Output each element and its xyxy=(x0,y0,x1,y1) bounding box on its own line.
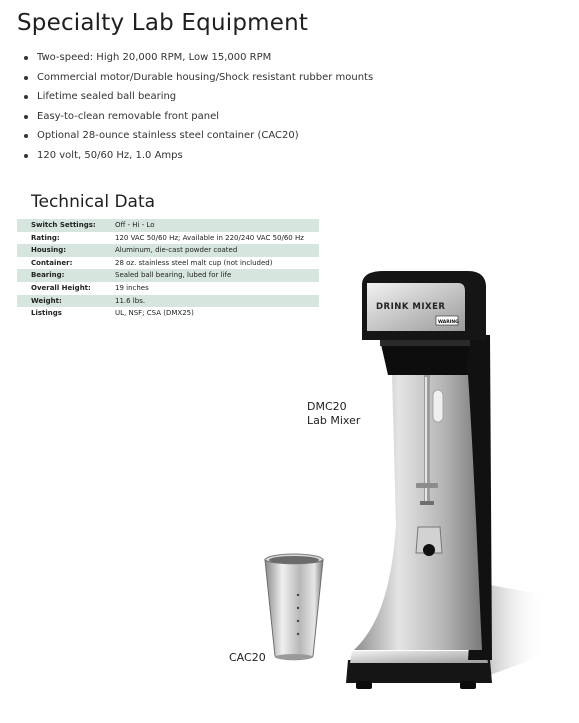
feature-list xyxy=(17,48,373,166)
feature-item: Two-speed: High 20,000 RPM, Low 15,000 RPM xyxy=(17,48,373,68)
mixer-name: Lab Mixer xyxy=(307,414,361,427)
spec-label: Switch Settings: xyxy=(31,221,96,229)
mixer-model: DMC20 xyxy=(307,400,347,413)
spec-value: Sealed ball bearing, lubed for life xyxy=(115,271,232,280)
spec-value: Aluminum, die-cast powder coated xyxy=(115,246,238,255)
spec-value: 28 oz. stainless steel malt cup (not included) xyxy=(115,258,273,267)
table-row xyxy=(17,244,319,257)
table-row xyxy=(17,295,319,308)
brand-logo: WARING xyxy=(438,320,459,325)
spec-value: 19 inches xyxy=(115,283,149,292)
feature-item: Easy-to-clean removable front panel xyxy=(17,107,373,127)
malt-cup-image xyxy=(258,548,330,668)
table-row xyxy=(17,269,319,282)
spec-value: 120 VAC 50/60 Hz; Available in 220/240 VAC 50/60 Hz xyxy=(115,233,304,242)
feature-item: Commercial motor/Durable housing/Shock resistant rubber mounts xyxy=(17,68,373,88)
table-row xyxy=(17,257,319,270)
panel-text: DRINK MIXER xyxy=(376,302,446,312)
spec-label: Weight: xyxy=(31,296,62,305)
feature-item: Lifetime sealed ball bearing xyxy=(17,87,373,107)
cup-model: CAC20 xyxy=(229,651,266,664)
technical-data-table xyxy=(17,219,319,320)
spec-label: Rating: xyxy=(31,233,60,242)
spec-label: Container: xyxy=(31,258,73,267)
spec-label: Listings xyxy=(31,309,62,318)
table-row xyxy=(17,282,319,295)
feature-item: 120 volt, 50/60 Hz, 1.0 Amps xyxy=(17,146,373,166)
technical-data-heading: Technical Data xyxy=(31,192,156,212)
spec-label: Bearing: xyxy=(31,271,65,280)
spec-value: Off - Hi - Lo xyxy=(115,221,155,229)
table-row xyxy=(17,219,319,232)
table-row xyxy=(17,307,319,320)
spec-label: Housing: xyxy=(31,246,67,255)
spec-label: Overall Height: xyxy=(31,283,91,292)
table-row xyxy=(17,232,319,245)
feature-item: Optional 28-ounce stainless steel container (CAC20) xyxy=(17,126,373,146)
spec-value: UL, NSF; CSA (DMX25) xyxy=(115,309,194,318)
drink-mixer-image xyxy=(340,265,550,700)
page-title: Specialty Lab Equipment xyxy=(17,10,309,36)
spec-value: 11.6 lbs. xyxy=(115,296,146,305)
